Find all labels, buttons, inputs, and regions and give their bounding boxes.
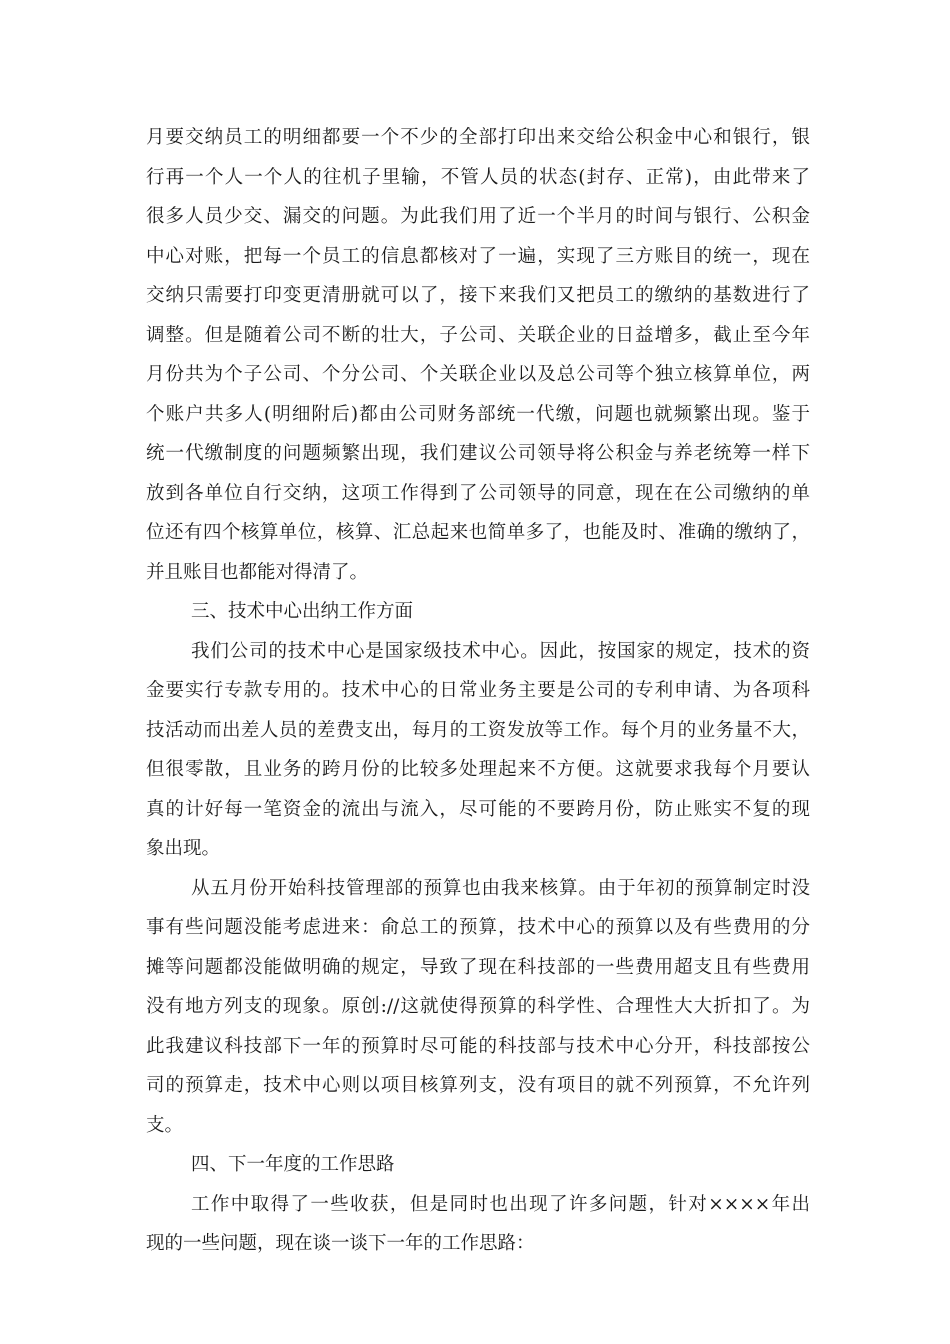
text-line: 技活动而出差人员的差费支出，每月的工资发放等工作。每个月的业务量不大， bbox=[146, 719, 810, 741]
text-line: 中心对账，把每一个员工的信息都核对了一遍，实现了三方账目的统一，现在 bbox=[146, 245, 810, 267]
text-line: 司的预算走，技术中心则以项目核算列支，没有项目的就不列预算，不允许列 bbox=[146, 1075, 810, 1096]
text-line: 没有地方列支的现象。原创://这就使得预算的科学性、合理性大大折扣了。为 bbox=[146, 996, 810, 1017]
text-line: 事有些问题没能考虑进来：俞总工的预算，技术中心的预算以及有些费用的分 bbox=[146, 917, 810, 938]
text-line: 我们公司的技术中心是国家级技术中心。因此，按国家的规定，技术的资 bbox=[191, 640, 810, 662]
text-line: 真的计好每一笔资金的流出与流入，尽可能的不要跨月份，防止账实不复的现 bbox=[146, 798, 810, 820]
text-line: 工作中取得了一些收获，但是同时也出现了许多问题，针对××××年出 bbox=[191, 1193, 810, 1215]
text-line: 支。 bbox=[146, 1114, 184, 1136]
text-line: 现的一些问题，现在谈一谈下一年的工作思路： bbox=[146, 1233, 535, 1254]
text-line: 象出现。 bbox=[146, 838, 221, 859]
text-line: 交纳只需要打印变更清册就可以了，接下来我们又把员工的缴纳的基数进行了 bbox=[146, 285, 810, 306]
document-body bbox=[146, 118, 810, 1264]
text-line: 月份共为个子公司、个分公司、个关联企业以及总公司等个独立核算单位，两 bbox=[146, 364, 810, 385]
text-line: 位还有四个核算单位，核算、汇总起来也简单多了，也能及时、准确的缴纳了， bbox=[146, 522, 810, 543]
text-line: 三、技术中心出纳工作方面 bbox=[191, 601, 414, 622]
text-line: 四、下一年度的工作思路 bbox=[191, 1154, 395, 1175]
text-line: 行再一个人一个人的往机子里输，不管人员的状态(封存、正常)，由此带来了 bbox=[146, 166, 810, 188]
text-line: 个账户共多人(明细附后)都由公司财务部统一代缴，问题也就频繁出现。鉴于 bbox=[146, 403, 810, 425]
text-line: 此我建议科技部下一年的预算时尽可能的科技部与技术中心分开，科技部按公 bbox=[146, 1035, 810, 1057]
text-line: 调整。但是随着公司不断的壮大，子公司、关联企业的日益增多，截止至今年 bbox=[146, 324, 810, 346]
text-line: 很多人员少交、漏交的问题。为此我们用了近一个半月的时间与银行、公积金 bbox=[146, 206, 810, 227]
text-line: 摊等问题都没能做明确的规定，导致了现在科技部的一些费用超支且有些费用 bbox=[146, 956, 810, 978]
text-line: 月要交纳员工的明细都要一个不少的全部打印出来交给公积金中心和银行，银 bbox=[146, 127, 810, 148]
text-line: 但很零散，且业务的跨月份的比较多处理起来不方便。这就要求我每个月要认 bbox=[146, 759, 810, 780]
text-line: 金要实行专款专用的。技术中心的日常业务主要是公司的专利申请、为各项科 bbox=[146, 680, 810, 701]
text-line: 统一代缴制度的问题频繁出现，我们建议公司领导将公积金与养老统筹一样下 bbox=[146, 443, 810, 464]
text-line: 并且账目也都能对得清了。 bbox=[146, 561, 369, 583]
text-line: 从五月份开始科技管理部的预算也由我来核算。由于年初的预算制定时没 bbox=[191, 877, 810, 899]
text-line: 放到各单位自行交纳，这项工作得到了公司领导的同意，现在在公司缴纳的单 bbox=[146, 482, 810, 504]
